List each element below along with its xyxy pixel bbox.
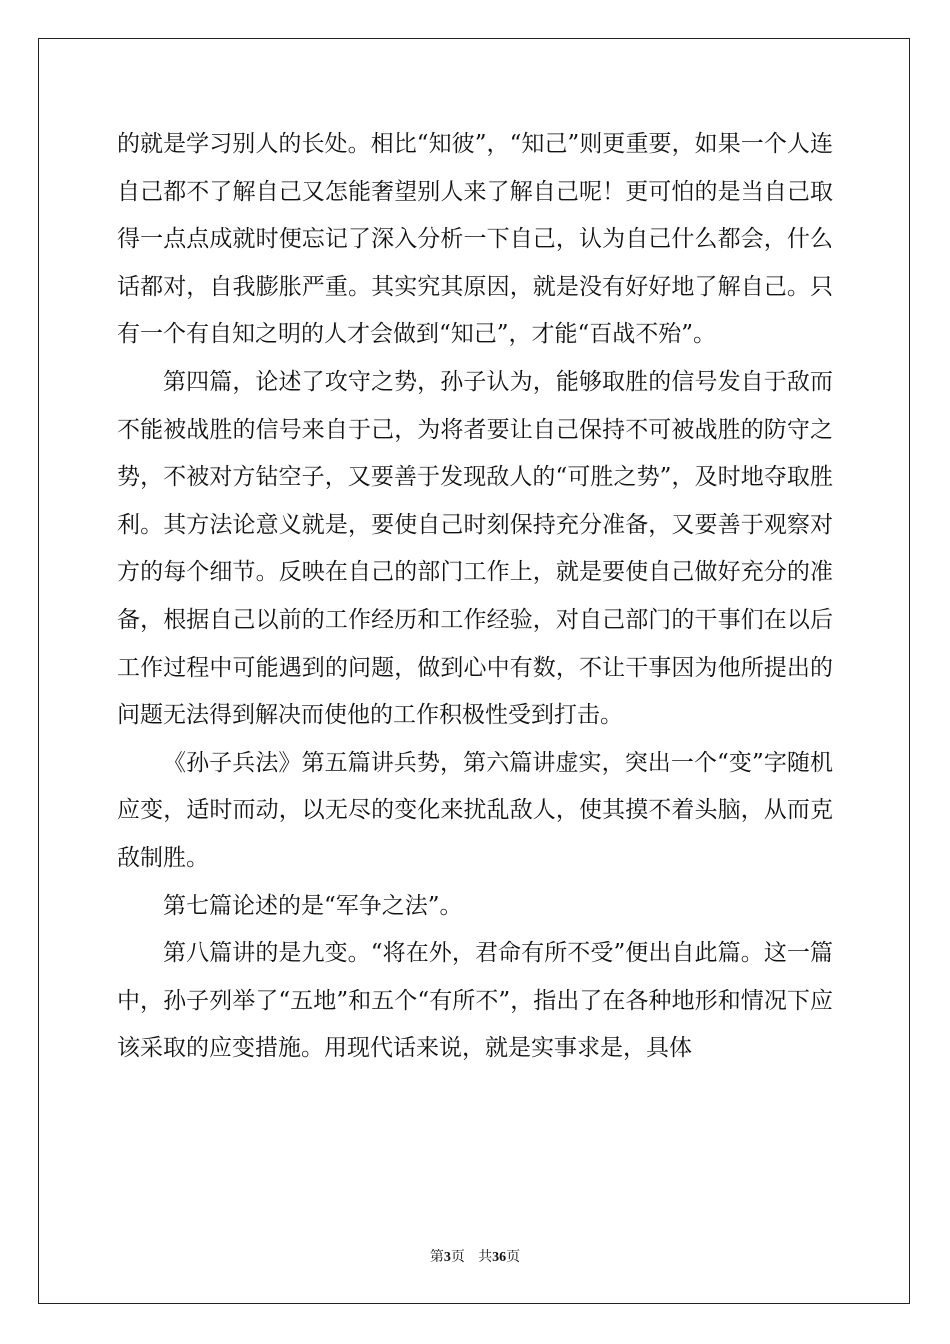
page-footer (0, 1246, 950, 1266)
paragraph-fourth-chapter: 第四篇，论述了攻守之势，孙子认为，能够取胜的信号发自于敌而不能被战胜的信号来自于己，为将者要让自己保持不可被战胜的防守之势，不被对方钻空子，又要善于发现敌人的“可胜之势”，及时地夺取胜利。其方法论意义就是，要使自己时刻保持充分准备，又要善于观察对方的每个细节。反映在自己的部门工作上，就是要使自己做好充分的准备，根据自己以前的工作经历和工作经验，对自己部门的干事们在以后工作过程中可能遇到的问题，做到心中有数，不让干事因为他所提出的问题无法得到解决而使他的工作积极性受到打击。 (117, 368, 833, 729)
total-pages: 36 (492, 1250, 507, 1265)
page-number: 3 (443, 1250, 451, 1265)
page-prefix: 第 (429, 1249, 444, 1265)
total-prefix: 共 (478, 1249, 493, 1265)
document-body (117, 121, 833, 1073)
paragraph-continuation: 的就是学习别人的长处。相比“知彼”，“知己”则更重要，如果一个人连自己都不了解自己又怎能奢望别人来了解自己呢！更可怕的是当自己取得一点点成就时便忘记了深入分析一下自己，认为自己什么都会，什么话都对，自我膨胀严重。其实究其原因，就是没有好好地了解自己。只有一个有自知之明的人才会做到“知己”，才能“百战不殆”。 (117, 131, 833, 348)
paragraph-seventh-chapter: 第七篇论述的是“军争之法”。 (163, 892, 463, 919)
page-suffix: 页 (450, 1249, 465, 1265)
paragraph-eighth-chapter: 第八篇讲的是九变。“将在外，君命有所不受”便出自此篇。这一篇中，孙子列举了“五地”和五个“有所不”，指出了在各种地形和情况下应该采取的应变措施。用现代话来说，就是实事求是，具体 (117, 940, 833, 1062)
total-suffix: 页 (506, 1249, 521, 1265)
paragraph-fifth-sixth-chapter: 《孙子兵法》第五篇讲兵势，第六篇讲虚实，突出一个“变”字随机应变，适时而动，以无尽的变化来扰乱敌人，使其摸不着头脑，从而克敌制胜。 (117, 749, 833, 871)
